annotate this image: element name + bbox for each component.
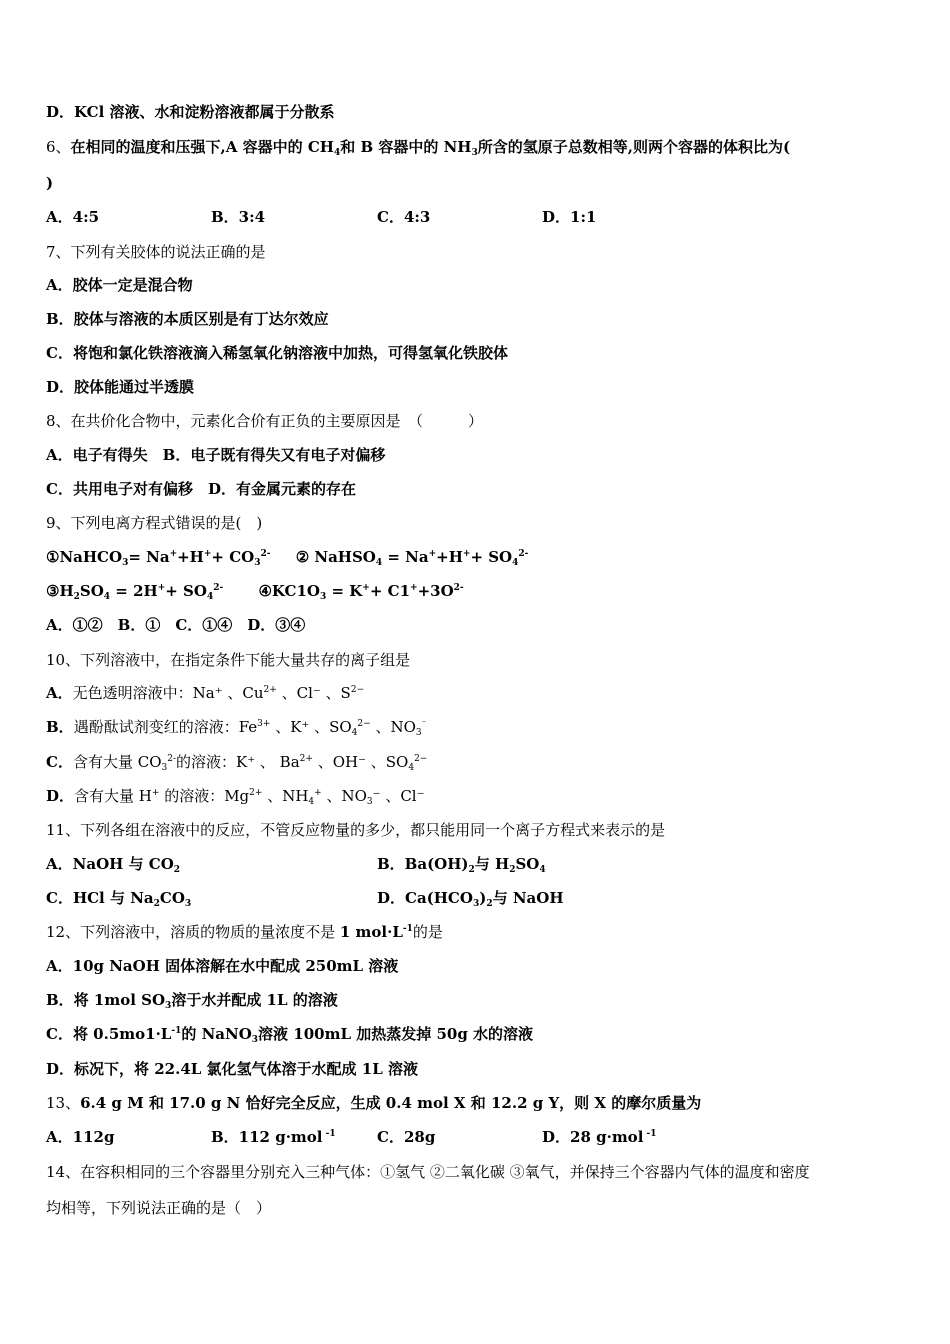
q12-option-b: B．将 1mol $SO_3$溶于水并配成 1L 的溶液	[46, 991, 338, 1011]
q12-stem: 12、下列溶液中，溶质的物质的量浓度不是 1 $mol\cdot L^{-1}$的是	[46, 923, 443, 941]
q9-equation-2: ② NaHSO$_4$ = $Na^++H^++ SO_4^{2-}$	[295, 548, 529, 568]
q8-stem: 8、在共价化合物中，元素化合价有正负的主要原因是 （ ）	[46, 412, 484, 430]
q10-option-a: A．无色透明溶液中：Na⁺ 、$Cu^{2+}$ 、Cl⁻ 、$S^{2-}$	[46, 684, 365, 702]
q11-option-b: B．$Ba(OH)_2$与 $H_2SO_4$	[377, 855, 546, 875]
q9-options: A．①② B．① C．①④ D．③④	[46, 616, 306, 634]
q5-option-d: D．KCl 溶液、水和淀粉溶液都属于分散系	[46, 103, 335, 121]
q10-stem: 10、下列溶液中，在指定条件下能大量共存的离子组是	[46, 651, 411, 669]
q6-option-c: C．4:3	[377, 208, 431, 226]
q11-option-d: D．$Ca(HCO_3)_2$与 NaOH	[377, 889, 564, 909]
q10-option-c: C．含有大量 $CO_3^{2-}$的溶液：K⁺ 、 $Ba^{2+}$ 、OH⁻ 、$SO_4^{2-}$	[46, 753, 428, 773]
q9-equations-row2	[46, 581, 464, 601]
q12-option-a: A．10g NaOH 固体溶解在水中配成 250mL 溶液	[46, 957, 399, 975]
q11-option-a: A．NaOH 与 $CO_2$	[46, 855, 181, 875]
q13-option-b: B．112 g·mol $^{-1}$	[211, 1128, 336, 1146]
q6-stem-paren: )	[46, 174, 54, 192]
q8-options-ab: A．电子有得失 B．电子既有得失又有电子对偏移	[46, 446, 386, 464]
q7-option-c: C．将饱和氯化铁溶液滴入稀氢氧化钠溶液中加热，可得氢氧化铁胶体	[46, 344, 508, 362]
q13-option-a: A．112g	[46, 1128, 115, 1146]
q13-option-d: D．28 g·mol $^{-1}$	[542, 1128, 657, 1146]
q7-option-a: A．胶体一定是混合物	[46, 276, 193, 294]
q11-stem: 11、下列各组在溶液中的反应，不管反应物量的多少，都只能用同一个离子方程式来表示的是	[46, 821, 666, 839]
q7-option-d: D．胶体能通过半透膜	[46, 378, 195, 396]
q13-option-c: C．28g	[377, 1128, 436, 1146]
q8-options-cd: C．共用电子对有偏移 D．有金属元素的存在	[46, 480, 356, 498]
q9-stem: 9、下列电离方程式错误的是( )	[46, 514, 263, 532]
q12-option-d: D．标况下，将 22.4L 氯化氢气体溶于水配成 1L 溶液	[46, 1060, 418, 1078]
q14-stem: 14、在容积相同的三个容器里分别充入三种气体：①氢气 ②二氧化碳 ③氧气，并保持三个容器内气体的温度和密度	[46, 1163, 810, 1181]
q10-option-b: B．遇酚酞试剂变红的溶液：$Fe^{3+}$ 、K⁺ 、$SO_4^{2-}$ 、$NO_3^{^-}$	[46, 718, 427, 738]
q13-stem: 13、6.4 g M 和 17.0 g N 恰好完全反应，生成 0.4 mol X 和 12.2 g Y，则 X 的摩尔质量为	[46, 1094, 702, 1112]
q12-option-c: C．将 $0.5mo1\cdot L^{-1}$的 NaNO$_3$溶液 100mL 加热蒸发掉 50g 水的溶液	[46, 1025, 534, 1045]
q6-option-a: A．4:5	[46, 208, 100, 226]
q9-equation-4: $④KC1O_3 = K^++ C1^++3O^{2-}$	[258, 582, 464, 602]
q6-option-d: D．1:1	[542, 208, 597, 226]
q10-option-d: D．含有大量 H+ 的溶液：$Mg^{2+}$ 、$NH_4^+$ 、$NO_3^-$ 、Cl⁻	[46, 787, 425, 807]
q6-stem: 6、在相同的温度和压强下,A 容器中的 $CH_4$和 B 容器中的 $NH_3$所含的氢原子总数相等,则两个容器的体积比为(	[46, 138, 791, 158]
q6-option-b: B．3:4	[211, 208, 266, 226]
q7-option-b: B．胶体与溶液的本质区别是有丁达尔效应	[46, 310, 329, 328]
q9-equation-3: $③H_2SO_4 = 2H^++ SO_4^{2-}$	[46, 582, 224, 602]
q14-stem-line2: 均相等，下列说法正确的是（ ）	[46, 1199, 272, 1217]
q9-equation-1: ①NaHCO$_3$= $Na^++H^++ CO_3^{2-}$	[46, 548, 271, 568]
q9-equations-row1	[46, 547, 528, 567]
q7-stem: 7、下列有关胶体的说法正确的是	[46, 243, 266, 261]
q11-option-c: C．HCl 与 $Na_2CO_3$	[46, 889, 192, 909]
